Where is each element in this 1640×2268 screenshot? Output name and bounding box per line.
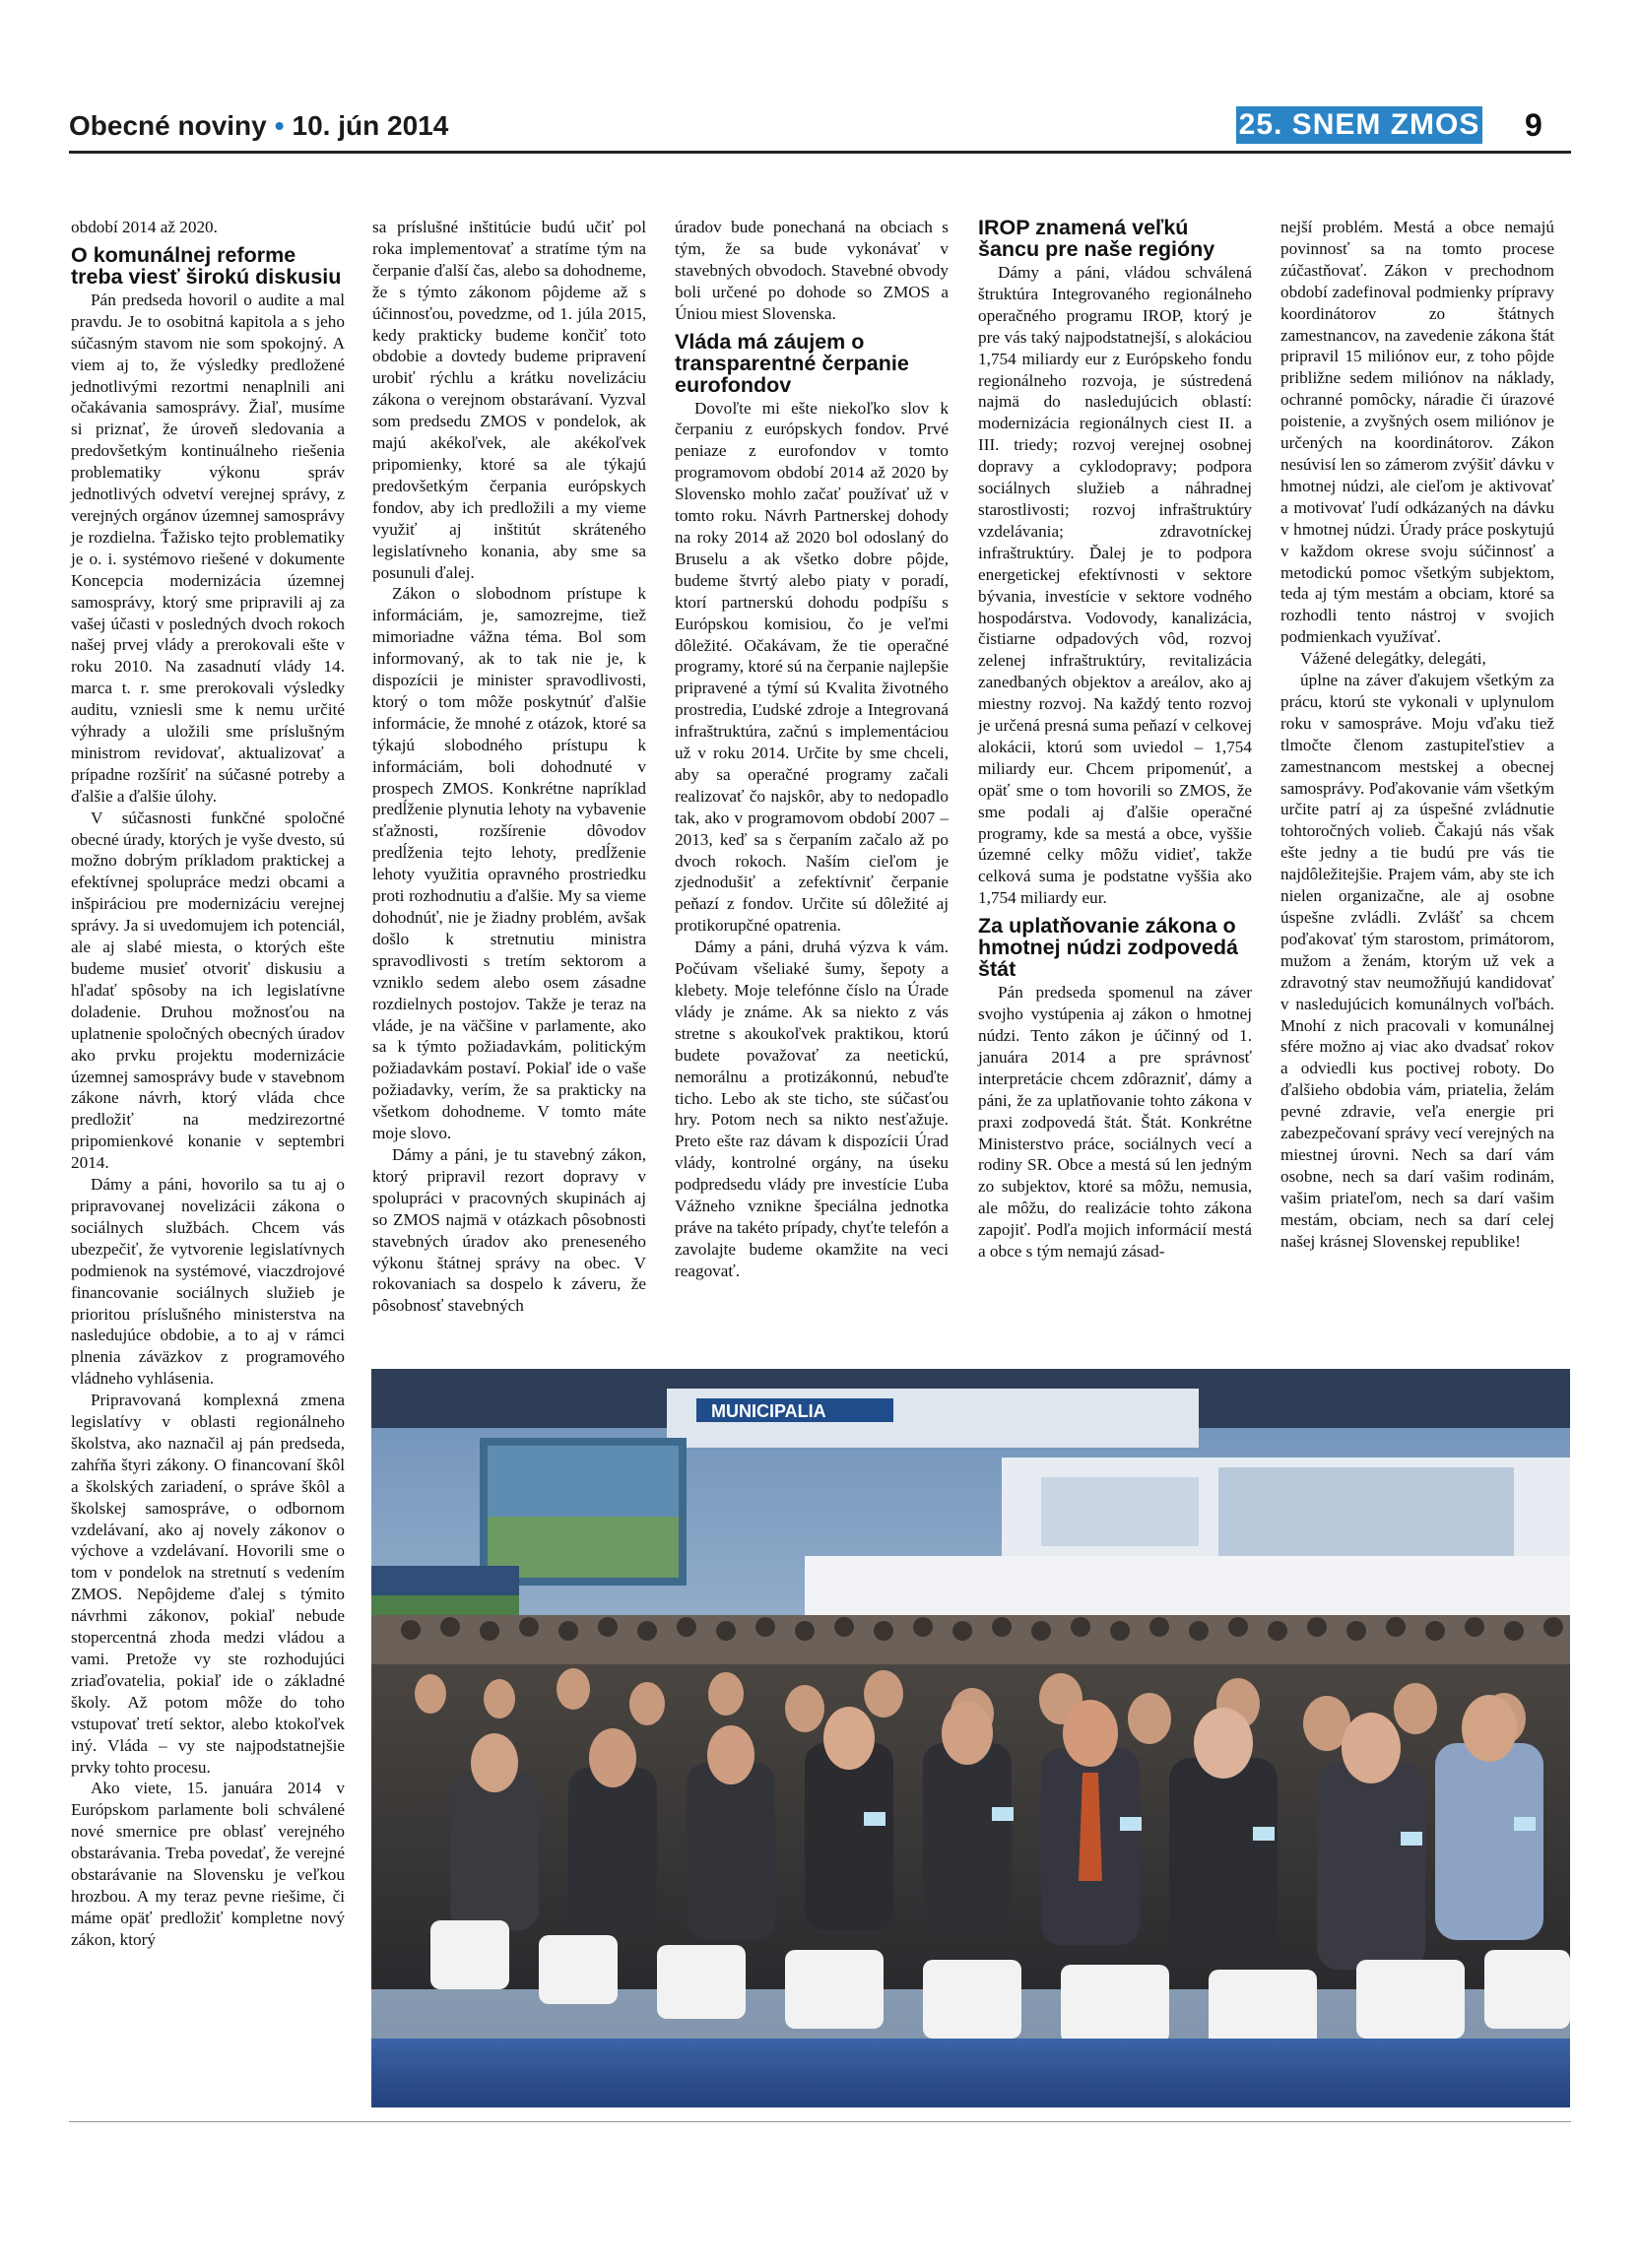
conference-photo-illustration xyxy=(371,1369,1570,2107)
subheading: Za uplatňovanie zákona o hmotnej núdzi zodpovedá štát xyxy=(978,914,1238,982)
paragraph: Pripravovaná komplexná zmena legislatívy v oblasti regionálneho školstva, ako naznačil aj pán predseda, zahŕňa štyri zákony. O financovaní škôl a školských zariadení, o správe škôl a školskej samospráve, o odbornom vzdelávaní, ako aj novely zákonov o výchove a vzdelávaní. Hovorili sme o tom v pondelok na stretnutí s vedením ZMOS. Nepôjdeme ďalej s týmito návrhmi zákonov, pokiaľ nebude stopercentná zhoda medzi vládou a vami. Pretože vy ste rozhodujúci zriaďovatelia, pokiaľ ide o základné školy. Až potom môže do toho vstupovať tretí sektor, alebo ktokoľvek iný. Vláda – vy ste najpodstatnejšie prvky tohto procesu. xyxy=(71,1391,345,1777)
paragraph: Dámy a páni, druhá výzva k vám. Počúvam všeliaké šumy, šepoty a klebety. Moje telefónne číslo na Úrade vlády je známe. Ak sa niekto z vás stretne s akoukoľvek praktikou, ktorú budete považovať za neetickú, nemorálnu a protizákonnú, nebuďte ticho. Lebo ak ste ticho, ste súčasťou hry. Potom nech sa nikto nesťažuje. Preto ešte raz dávam k dispozícii Úrad vlády, kontrolné orgány, na úseku podpredsedu vlády pre investície Ľuba Vážneho vznikne špeciálna jednotka práve na takéto prípady, chyťte telefón a zavolajte budeme okamžite na veci reagovať. xyxy=(675,938,949,1280)
paragraph: Dámy a páni, hovorilo sa tu aj o pripravovanej novelizácii zákona o sociálnych službách. Chcem vás ubezpečiť, že vytvorenie legislatívnych podmienok na systémové, viaczdrojové financovanie sociálnych služieb je prioritou príslušného ministerstva na nasledujúce obdobie, a to aj v rámci plnenia záväzkov z programového vládneho vyhlásenia. xyxy=(71,1175,345,1389)
section-label: 25. SNEM ZMOS xyxy=(1236,106,1482,144)
subheading: IROP znamená veľkú šancu pre naše regióny xyxy=(978,216,1215,261)
paragraph: V súčasnosti funkčné spoločné obecné úrady, ktorých je vyše dvesto, sú možno dobrým príkladom praktickej a efektívnej spolupráce medzi obcami a inšpiráciou pre modernizáciu verejnej správy. Ja si uvedomujem ich potenciál, ale aj slabé miesta, o ktorých ešte budeme musieť otvoriť diskusiu a hľadať spôsoby na ich legislatívne doladenie. Druhou možnosťou na uplatnenie spoločných obecných úradov ako prvku projektu modernizácie územnej samosprávy bude v stavebnom zákone návrh, ktorý vláda chce predložiť na medzirezortné pripomienkové konanie v septembri 2014. xyxy=(71,808,345,1173)
paragraph: nejší problém. Mestá a obce nemajú povinnosť sa na tomto procese zúčastňovať. Zákon v prechodnom období zadefinoval podmienky prípravy koordinátorov zo štátnych zamestnancov, na zavedenie zákona štát pripravil 15 miliónov eur, z toho pôjde približne sedem miliónov na náklady, ochranné pomôcky, náradie či úrazové poistenie, a zvyšných osem miliónov je určených na koordinátorov. Zákon nesúvisí len so zámerom zvýšiť dávku v hmotnej núdzi, ale cieľom je aktivovať a motivovať ľudí odkázaných na dávku v hmotnej núdzi. Úrady práce poskytujú v každom okrese svoju súčinnosť a metodickú pomoc všetkým subjektom, teda aj tým mestám a obciam, ktoré sa rozhodli tento nástroj v svojich podmienkach využívať. xyxy=(1280,218,1554,647)
issue-date: 10. jún 2014 xyxy=(292,110,449,141)
column-2 xyxy=(372,217,646,1354)
paragraph: Zákon o slobodnom prístupe k informáciám, je, samozrejme, tiež mimoriadne vážna téma. Bol som informovaný, ak to tak nie je, k dispozícii je minister spravodlivosti, ktorý o tom môže poskytnúť ďalšie informácie, že mnohé z otázok, ktoré sa týkajú slobodného prístupu k informáciám, boli dohodnuté v prospech ZMOS. Konkrétne napríklad predĺženie plynutia lehoty na vybavenie sťažnosti, rozšírenie dôvodov predĺženia tejto lehoty, predĺženie lehoty využitia opravného prostriedku proti rozhodnutiu a ďalšie. My sa vieme dohodnúť, nie je žiadny problém, avšak došlo k stretnutiu ministra spravodlivosti s tretím sektorom a vzniklo sedem alebo osem zásadne rozdielnych postojov. Takže je teraz na vláde, je na väčšine v parlamente, ako sa k týmto požiadavkám, politickým požiadavkám postaví. Pokiaľ ide o vaše požiadavky, verím, že sa prakticky na všetkom dohodneme. V tomto máte moje slovo. xyxy=(372,584,646,1143)
column-3 xyxy=(675,217,949,1354)
paragraph: Dovoľte mi ešte niekoľko slov k čerpaniu z európskych fondov. Prvé peniaze z eurofondov v tomto programovom období 2014 až 2020 by Slovensko mohlo začať používať už v tomto roku. Návrh Partnerskej dohody na roky 2014 až 2020 bol odoslaný do Bruselu a ak všetko dobre pôjde, budeme štvrtý alebo piaty v poradí, ktorí partnerskú dohodu podpíšu s Európskou komisiou, čo je veľmi dôležité. Očakávam, že tie operačné programy, ktoré sú na čerpanie najlepšie pripravené a týmí sú Kvalita životného prostredia, Ľudské zdroje a Integrovaná infraštruktúra, začnú s implementáciou už v roku 2014. Určite by sme chceli, aby sa operačné programy začali realizovať čo najskôr, aby to nedopadlo tak, ako v programovom období 2007 – 2013, keď sa s čerpaním začalo až po dvoch rokoch. Naším cieľom je zjednodušiť a zefektívniť čerpanie peňazí z fondov. Určite sú dôležité aj protikorupčné opatrenia. xyxy=(675,398,949,936)
conference-photo xyxy=(371,1369,1570,2107)
column-5 xyxy=(1280,217,1554,1354)
masthead xyxy=(69,106,1571,152)
paragraph: období 2014 až 2020. xyxy=(71,218,218,236)
header-rule xyxy=(69,151,1571,154)
separator-dot: • xyxy=(274,110,285,141)
paragraph: Dámy a páni, je tu stavebný zákon, ktorý pripravil rezort dopravy v spolupráci v pracovných skupinách aj so ZMOS najmä v otázkach pôsobnosti stavebných úradov ako preneseného výkonu štátnej správy na obec. V rokovaniach sa dospelo k záveru, že pôsobnosť stavebných xyxy=(372,1144,646,1316)
page-number: 9 xyxy=(1525,107,1542,143)
paragraph: Ako viete, 15. januára 2014 v Európskom parlamente boli schválené nové smernice pre oblasť verejného obstarávania. Treba povedať, že verejné obstarávanie na Slovensku je veľkou hrozbou. A my teraz pevne riešime, či máme opäť predložiť kompletne nový zákon, ktorý xyxy=(71,1779,345,1949)
paragraph: úradov bude ponechaná na obciach s tým, že sa bude vykonávať v stavebných obvodoch. Stavebné obvody boli určené po dohode so ZMOS a Úniou miest Slovenska. xyxy=(675,218,949,323)
subheading: Vláda má záujem o transparentné čerpanie eurofondov xyxy=(675,329,909,397)
paragraph: Dámy a páni, vládou schválená štruktúra Integrovaného regionálneho operačného programu IROP, ktorý je pre vás taký najpodstatnejší, s alokáciou 1,754 miliardy eur z Európskeho fondu regionálneho rozvoja, je sústredená najmä do nasledujúcich oblastí: modernizácia regionálnych ciest II. a III. triedy; rozvoj verejnej osobnej dopravy a cyklodopravy; podpora sociálnych služieb a náhradnej starostlivosti; rozvoj infraštruktúry vzdelávania; zdravotníckej infraštruktúry. Ďalej je to podpora energetickej efektívnosti v sektore bývania, investície v sektore vodného hospodárstva. Vodovody, kanalizácia, čistiarne odpadových vôd, rozvoj zelenej infraštruktúry, revitalizácia zanedbaných objektov a areálov, ako aj miestny rozvoj. Na každý tento rozvoj je určená presná suma peňazí v celkovej alokácii, ktorú som uviedol – 1,754 miliardy eur. Chcem pripomenúť, a opäť sme o tom hovorili so ZMOS, že sme podali aj ďalšie operačné programy, kde sa mestá a obce, vyššie územné celky môžu vidieť, takže celková suma je podstatne vyššia ako 1,754 miliardy eur. xyxy=(978,263,1252,908)
publication-line xyxy=(69,110,448,142)
paragraph: Pán predseda spomenul na záver svojho vystúpenia aj zákon o hmotnej núdzi. Tento zákon je účinný od 1. januára 2014 a pre správnosť interpretácie chcem zdôrazniť, dámy a páni, že za uplatňovanie tohto zákona v praxi zodpovedá štát. Štát. Konkrétne Ministerstvo práce, sociálnych vecí a rodiny SR. Obce a mestá sú len jedným zo subjektov, ktoré sa môžu, nemusia, ale môžu, do realizácie tohto zákona zapojiť. Podľa mojich informácií mestá a obce s tým nemajú zásad- xyxy=(978,983,1252,1262)
banner-text: MUNICIPALIA xyxy=(711,1401,826,1421)
column-1 xyxy=(71,217,345,2117)
paragraph: sa príslušné inštitúcie budú učiť pol roka implementovať a stratíme tým na čerpanie ďalší čas, alebo sa dohodneme, že s týmto zákonom pôjdeme až s účinnosťou, povedzme, od 1. júla 2015, kedy prakticky budeme končiť toto obdobie a dovtedy budeme pripravení urobiť rýchlu a krátku novelizáciu zákona o verejnom obstarávaní. Vyzval som predsedu ZMOS v pondelok, ak majú akékoľvek, ale akékoľvek pripomienky, ktoré sa ale týkajú predovšetkým čerpania európskych fondov, aby ich predložili a my vieme využiť aj inštitút skráteného legislatívneho konania, aby sme sa posunuli ďalej. xyxy=(372,218,646,582)
paragraph: úplne na záver ďakujem všetkým za prácu, ktorú ste vykonali v uplynulom roku v samospráve. Moju vďaku tiež tlmočte členom zastupiteľstiev a zamestnancom mestskej a obecnej samosprávy. Poďakovanie vám všetkým určite patrí aj za úspešné zvládnutie tohtoročných volieb. Čakajú nás však ešte jedny a tie budú pre vás tie najdôležitejšie. Prajem vám, aby ste ich nielen organizačne, ale aj osobne úspešne zvládli. Zvlášť sa chcem poďakovať tým starostom, primátorom, mužom a ženám, ktorým už vek a zdravotný stav neumožňujú kandidovať v nasledujúcich komunálnych voľbách. Mnohí z nich pracovali v komunálnej sfére možno aj viac ako dvadsať rokov a odviedli kus poctivej roboty. Do ďalšieho obdobia vám, priatelia, želám pevné zdravie, veľa energie pri zabezpečovaní správy vecí verejných na miestnej úrovni. Nech sa darí vám osobne, nech sa darí vašim rodinám, vašim priateľom, nech sa darí vašim mestám, obciam, nech sa darí celej našej krásnej Slovenskej republike! xyxy=(1280,671,1554,1251)
publication-name: Obecné noviny xyxy=(69,110,267,141)
paragraph: Pán predseda hovoril o audite a mal pravdu. Je to osobitná kapitola a s jeho súčasným stavom nie som spokojný. A viem aj to, že výsledky predložené jednotlivými rezortmi nenaplnili ani očakávania samosprávy. Žiaľ, musíme si priznať, že úroveň sledovania a predovšetkým kontinuálneho riešenia problematiky výkonu správ jednotlivých odvetví verejnej správy, z verejných orgánov územnej samosprávy je rozdielna. Ťažisko tejto problematiky je o. i. systémovo riešené v dokumente Koncepcia modernizácia územnej samosprávy, ktorý sme pripravili aj za vašej účasti v posledných dvoch rokoch našej prvej vlády a prerokovali ešte v roku 2010. Na zasadnutí vlády 14. marca t. r. sme prerokovali výsledky auditu, vzniesli sme k nemu určité výhrady a uložili sme príslušným ministrom revidovať, aktualizovať a prípadne rozšíriť na súčasné potreby a ďalšie a ďalšie úlohy. xyxy=(71,290,345,806)
subheading: O komunálnej reforme treba viesť širokú diskusiu xyxy=(71,242,342,289)
paragraph: Vážené delegátky, delegáti, xyxy=(1300,649,1486,669)
column-4 xyxy=(978,217,1252,1354)
footer-rule xyxy=(69,2121,1571,2122)
